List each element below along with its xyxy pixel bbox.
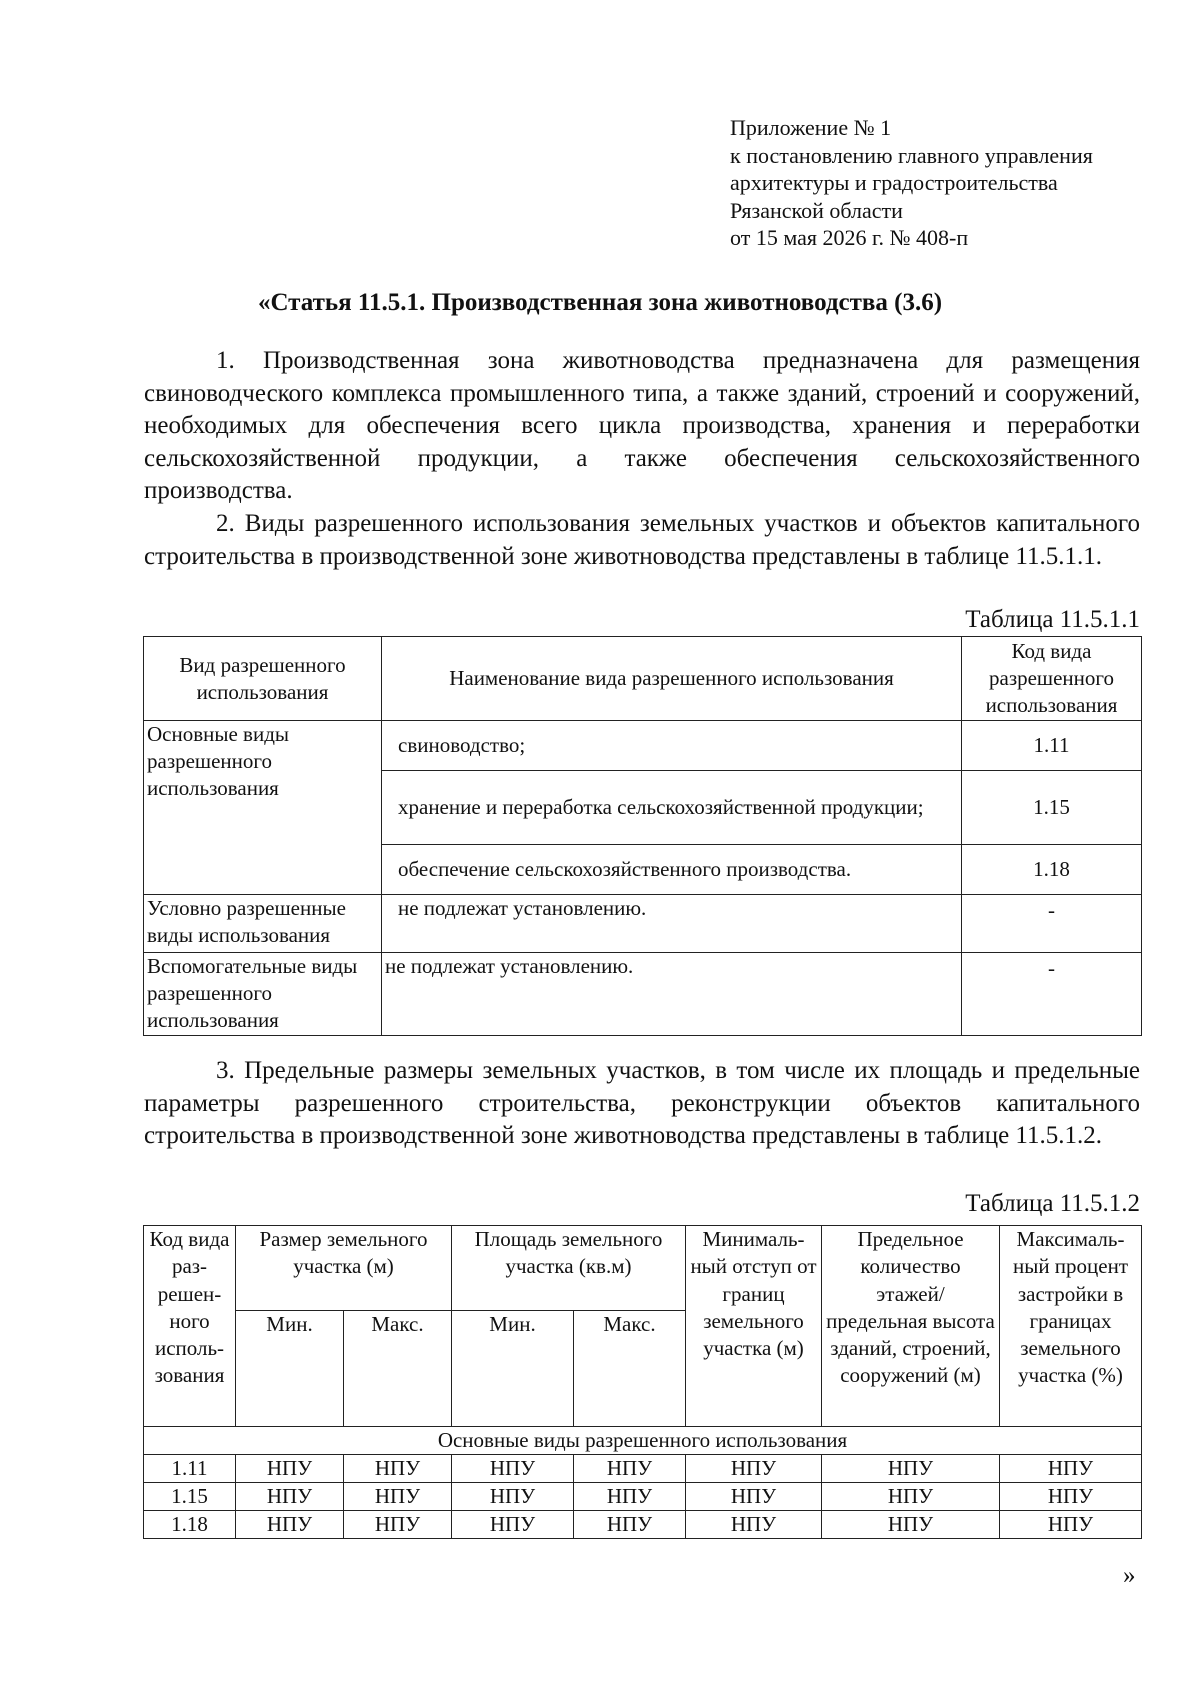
table-cell: НПУ [686,1455,822,1483]
use-name: не подлежат установлению. [382,953,962,1036]
table1-caption: Таблица 11.5.1.1 [965,606,1140,633]
paragraph-2-text: 2. Виды разрешенного использования земельных участков и объектов капитального строительства в производственной зоне животноводства представлены в таблице 11.5.1.1. [144,510,1140,570]
table-cell: НПУ [236,1455,344,1483]
section-label: Основные виды разрешенного использования [144,1427,1142,1455]
table-row [144,895,1142,953]
table-cell: НПУ [822,1483,1000,1511]
use-name: обеспечение сельскохозяйственного производства. [382,845,962,895]
table-cell: НПУ [344,1483,452,1511]
header-cell: Размер земельного участка (м) [236,1226,452,1311]
header-cell: Код вида раз-решен-ного исполь-зования [144,1226,236,1427]
table-header-row [144,637,1142,721]
table-cell: НПУ [686,1511,822,1539]
table-cell: НПУ [574,1455,686,1483]
table-cell: НПУ [236,1483,344,1511]
table-cell: НПУ [344,1455,452,1483]
header-cell: Мин. [236,1311,344,1427]
appendix-line: Рязанской области [730,197,903,223]
table-cell: НПУ [686,1483,822,1511]
use-code: - [962,895,1142,953]
paragraph-3-text: 3. Предельные размеры земельных участков, в том числе их площадь и предельные параметры разрешенного строительства, реконструкции объектов капитального строительства в производственной зоне животноводства представлены в таблице 11.5.1.2. [144,1057,1140,1149]
table-cell: НПУ [452,1483,574,1511]
paragraph-3 [144,1055,1140,1153]
row-group-label: Вспомогательные виды разрешенного использования [144,953,382,1036]
use-name: свиноводство; [382,721,962,771]
header-cell: Предельное количество этажей/ предельная высота зданий, строений, сооружений (м) [822,1226,1000,1427]
header-cell: Мин. [452,1311,574,1427]
paragraph-1 [144,345,1140,508]
appendix-block [730,114,1093,252]
header-cell: Макс. [574,1311,686,1427]
row-group-label: Основные виды разрешенного использования [144,721,382,895]
use-name: хранение и переработка сельскохозяйственной продукции; [382,771,962,845]
table-cell: НПУ [1000,1455,1142,1483]
limits-table [143,1225,1142,1539]
table-row [144,721,1142,771]
table-cell: 1.15 [144,1483,236,1511]
use-code: 1.15 [962,771,1142,845]
use-code: 1.11 [962,721,1142,771]
table2-caption: Таблица 11.5.1.2 [965,1190,1140,1217]
table-cell: 1.18 [144,1511,236,1539]
table-header-row [144,1226,1142,1311]
table-cell: НПУ [452,1455,574,1483]
table-cell: НПУ [574,1511,686,1539]
use-code: 1.18 [962,845,1142,895]
table-row [144,1483,1142,1511]
table-cell: НПУ [1000,1511,1142,1539]
appendix-line: от 15 мая 2026 г. № 408-п [730,225,969,250]
header-cell: Максималь-ный процент застройки в границах земельного участка (%) [1000,1226,1142,1427]
table-cell: НПУ [822,1511,1000,1539]
row-group-label: Условно разрешенные виды использования [144,895,382,953]
appendix-line: Приложение № 1 [730,115,892,140]
table-cell: НПУ [236,1511,344,1539]
closing-quote: » [1123,1562,1136,1589]
header-cell: Наименование вида разрешенного использования [382,637,962,721]
table-cell: НПУ [452,1511,574,1539]
table-row [144,953,1142,1036]
header-cell: Макс. [344,1311,452,1427]
header-cell: Минималь-ный отступ от границ земельного участка (м) [686,1226,822,1427]
appendix-line: архитектуры и градостроительства [730,170,1058,195]
use-code: - [962,953,1142,1036]
header-cell: Вид разрешенного использования [144,637,382,721]
header-cell: Площадь земельного участка (кв.м) [452,1226,686,1311]
table-cell: НПУ [574,1483,686,1511]
header-cell: Код вида разрешенного использования [962,637,1142,721]
table-cell: НПУ [344,1511,452,1539]
use-name: не подлежат установлению. [382,895,962,953]
paragraph-1-text: 1. Производственная зона животноводства предназначена для размещения свиноводческого комплекса промышленного типа, а также зданий, строений и сооружений, необходимых для обеспечения всего цикла производства, хранения и переработки сельскохозяйственной продукции, а также обеспечения сельскохозяйственного производства. [144,347,1140,504]
appendix-line: к постановлению главного управления [730,142,1093,168]
table-row [144,1511,1142,1539]
section-row [144,1427,1142,1455]
table-row [144,1455,1142,1483]
paragraph-2 [144,508,1140,573]
permitted-use-table [143,636,1142,1036]
table-cell: 1.11 [144,1455,236,1483]
table-cell: НПУ [1000,1483,1142,1511]
article-title: «Статья 11.5.1. Производственная зона животноводства (3.6) [257,289,943,316]
table-cell: НПУ [822,1455,1000,1483]
